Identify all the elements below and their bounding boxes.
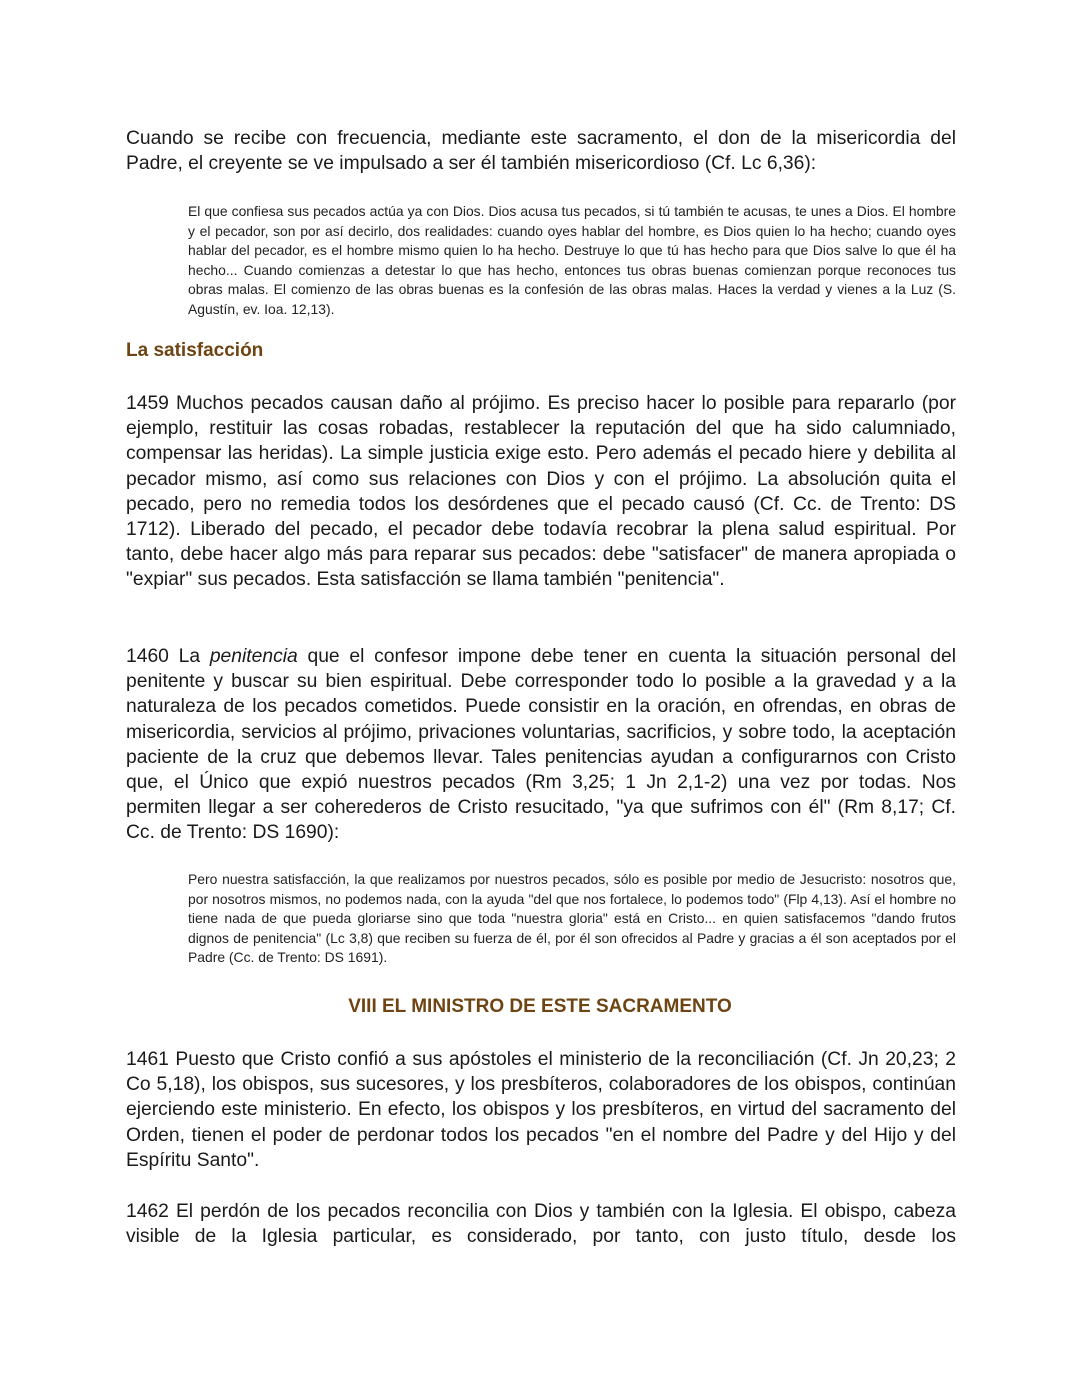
quote-augustine: El que confiesa sus pecados actúa ya con Dios. Dios acusa tus pecados, si tú también te acusas, te unes a Dios. El hombre y el pecador, son por así decirlo, dos realidades: cuando oyes hablar del hombre, es Dios quien lo ha hecho; cuando oyes hablar del pecador, es el hombre mismo quien lo ha hecho. Destruye lo que tú has hecho para que Dios salve lo que él ha hecho... Cuando comienzas a detestar lo que has hecho, entonces tus obras buenas comienzan porque reconoces tus obras malas. El comienzo de las obras buenas es la confesión de las obras malas. Haces la verdad y vienes a la Luz (S. Agustín, ev. Ioa. 12,13).	[188, 203, 956, 317]
p1460-rest: que el confesor impone debe tener en cuenta la situación personal del penitente y buscar su bien espiritual. Debe corresponder todo lo posible a la gravedad y a la naturaleza de los pecados cometidos. Puede consistir en la oración, en ofrendas, en obras de misericordia, servicios al prójimo, privaciones voluntarias, sacrificios, y sobre todo, la aceptación paciente de la cruz que debemos llevar. Tales penitencias ayudan a configurarnos con Cristo que, el Único que expió nuestros pecados (Rm 3,25; 1 Jn 2,1-2) una vez por todas. Nos permiten llegar a ser coherederos de Cristo resucitado, "ya que sufrimos con él" (Rm 8,17; Cf. Cc. de Trento: DS 1690):	[126, 646, 956, 844]
p1460-italic-term: penitencia	[209, 646, 298, 667]
section-heading-satisfaccion: La satisfacción	[126, 340, 264, 361]
paragraph-1462: 1462 El perdón de los pecados reconcilia con Dios y también con la Iglesia. El obispo, cabeza visible de la Iglesia particular, es considerado, por tanto, con justo título, desde los	[126, 1201, 956, 1248]
paragraph-1461: 1461 Puesto que Cristo confió a sus apóstoles el ministerio de la reconciliación (Cf. Jn 20,23; 2 Co 5,18), los obispos, sus sucesores, y los presbíteros, colaboradores de los obispos, continúan ejerciendo este ministerio. En efecto, los obispos y los presbíteros, en virtud del sacramento del Orden, tienen el poder de perdonar todos los pecados "en el nombre del Padre y del Hijo y del Espíritu Santo".	[126, 1049, 956, 1171]
paragraph-1459: 1459 Muchos pecados causan daño al prójimo. Es preciso hacer lo posible para repararlo (por ejemplo, restituir las cosas robadas, restablecer la reputación del que ha sido calumniado, compensar las heridas). La simple justicia exige esto. Pero además el pecado hiere y debilita al pecador mismo, así como sus relaciones con Dios y con el prójimo. La absolución quita el pecado, pero no remedia todos los desórdenes que el pecado causó (Cf. Cc. de Trento: DS 1712). Liberado del pecado, el pecador debe todavía recobrar la plena salud espiritual. Por tanto, debe hacer algo más para reparar sus pecados: debe "satisfacer" de manera apropiada o "expiar" sus pecados. Esta satisfacción se llama también "penitencia".	[126, 393, 956, 591]
quote-trento: Pero nuestra satisfacción, la que realizamos por nuestros pecados, sólo es posible por medio de Jesucristo: nosotros que, por nosotros mismos, no podemos nada, con la ayuda "del que nos fortalece, lo podemos todo" (Flp 4,13). Así el hombre no tiene nada de que pueda gloriarse sino que toda "nuestra gloria" está en Cristo... en quien satisfacemos "dando frutos dignos de penitencia" (Lc 3,8) que reciben su fuerza de él, por él son ofrecidos al Padre y gracias a él son aceptados por el Padre (Cc. de Trento: DS 1691).	[188, 871, 956, 966]
p1460-start: 1460 La	[126, 646, 210, 667]
intro-paragraph: Cuando se recibe con frecuencia, mediante este sacramento, el don de la misericordia del Padre, el creyente se ve impulsado a ser él también misericordioso (Cf. Lc 6,36):	[126, 128, 956, 175]
section-heading-ministro: VIII EL MINISTRO DE ESTE SACRAMENTO	[348, 996, 732, 1017]
paragraph-1460	[126, 644, 956, 846]
